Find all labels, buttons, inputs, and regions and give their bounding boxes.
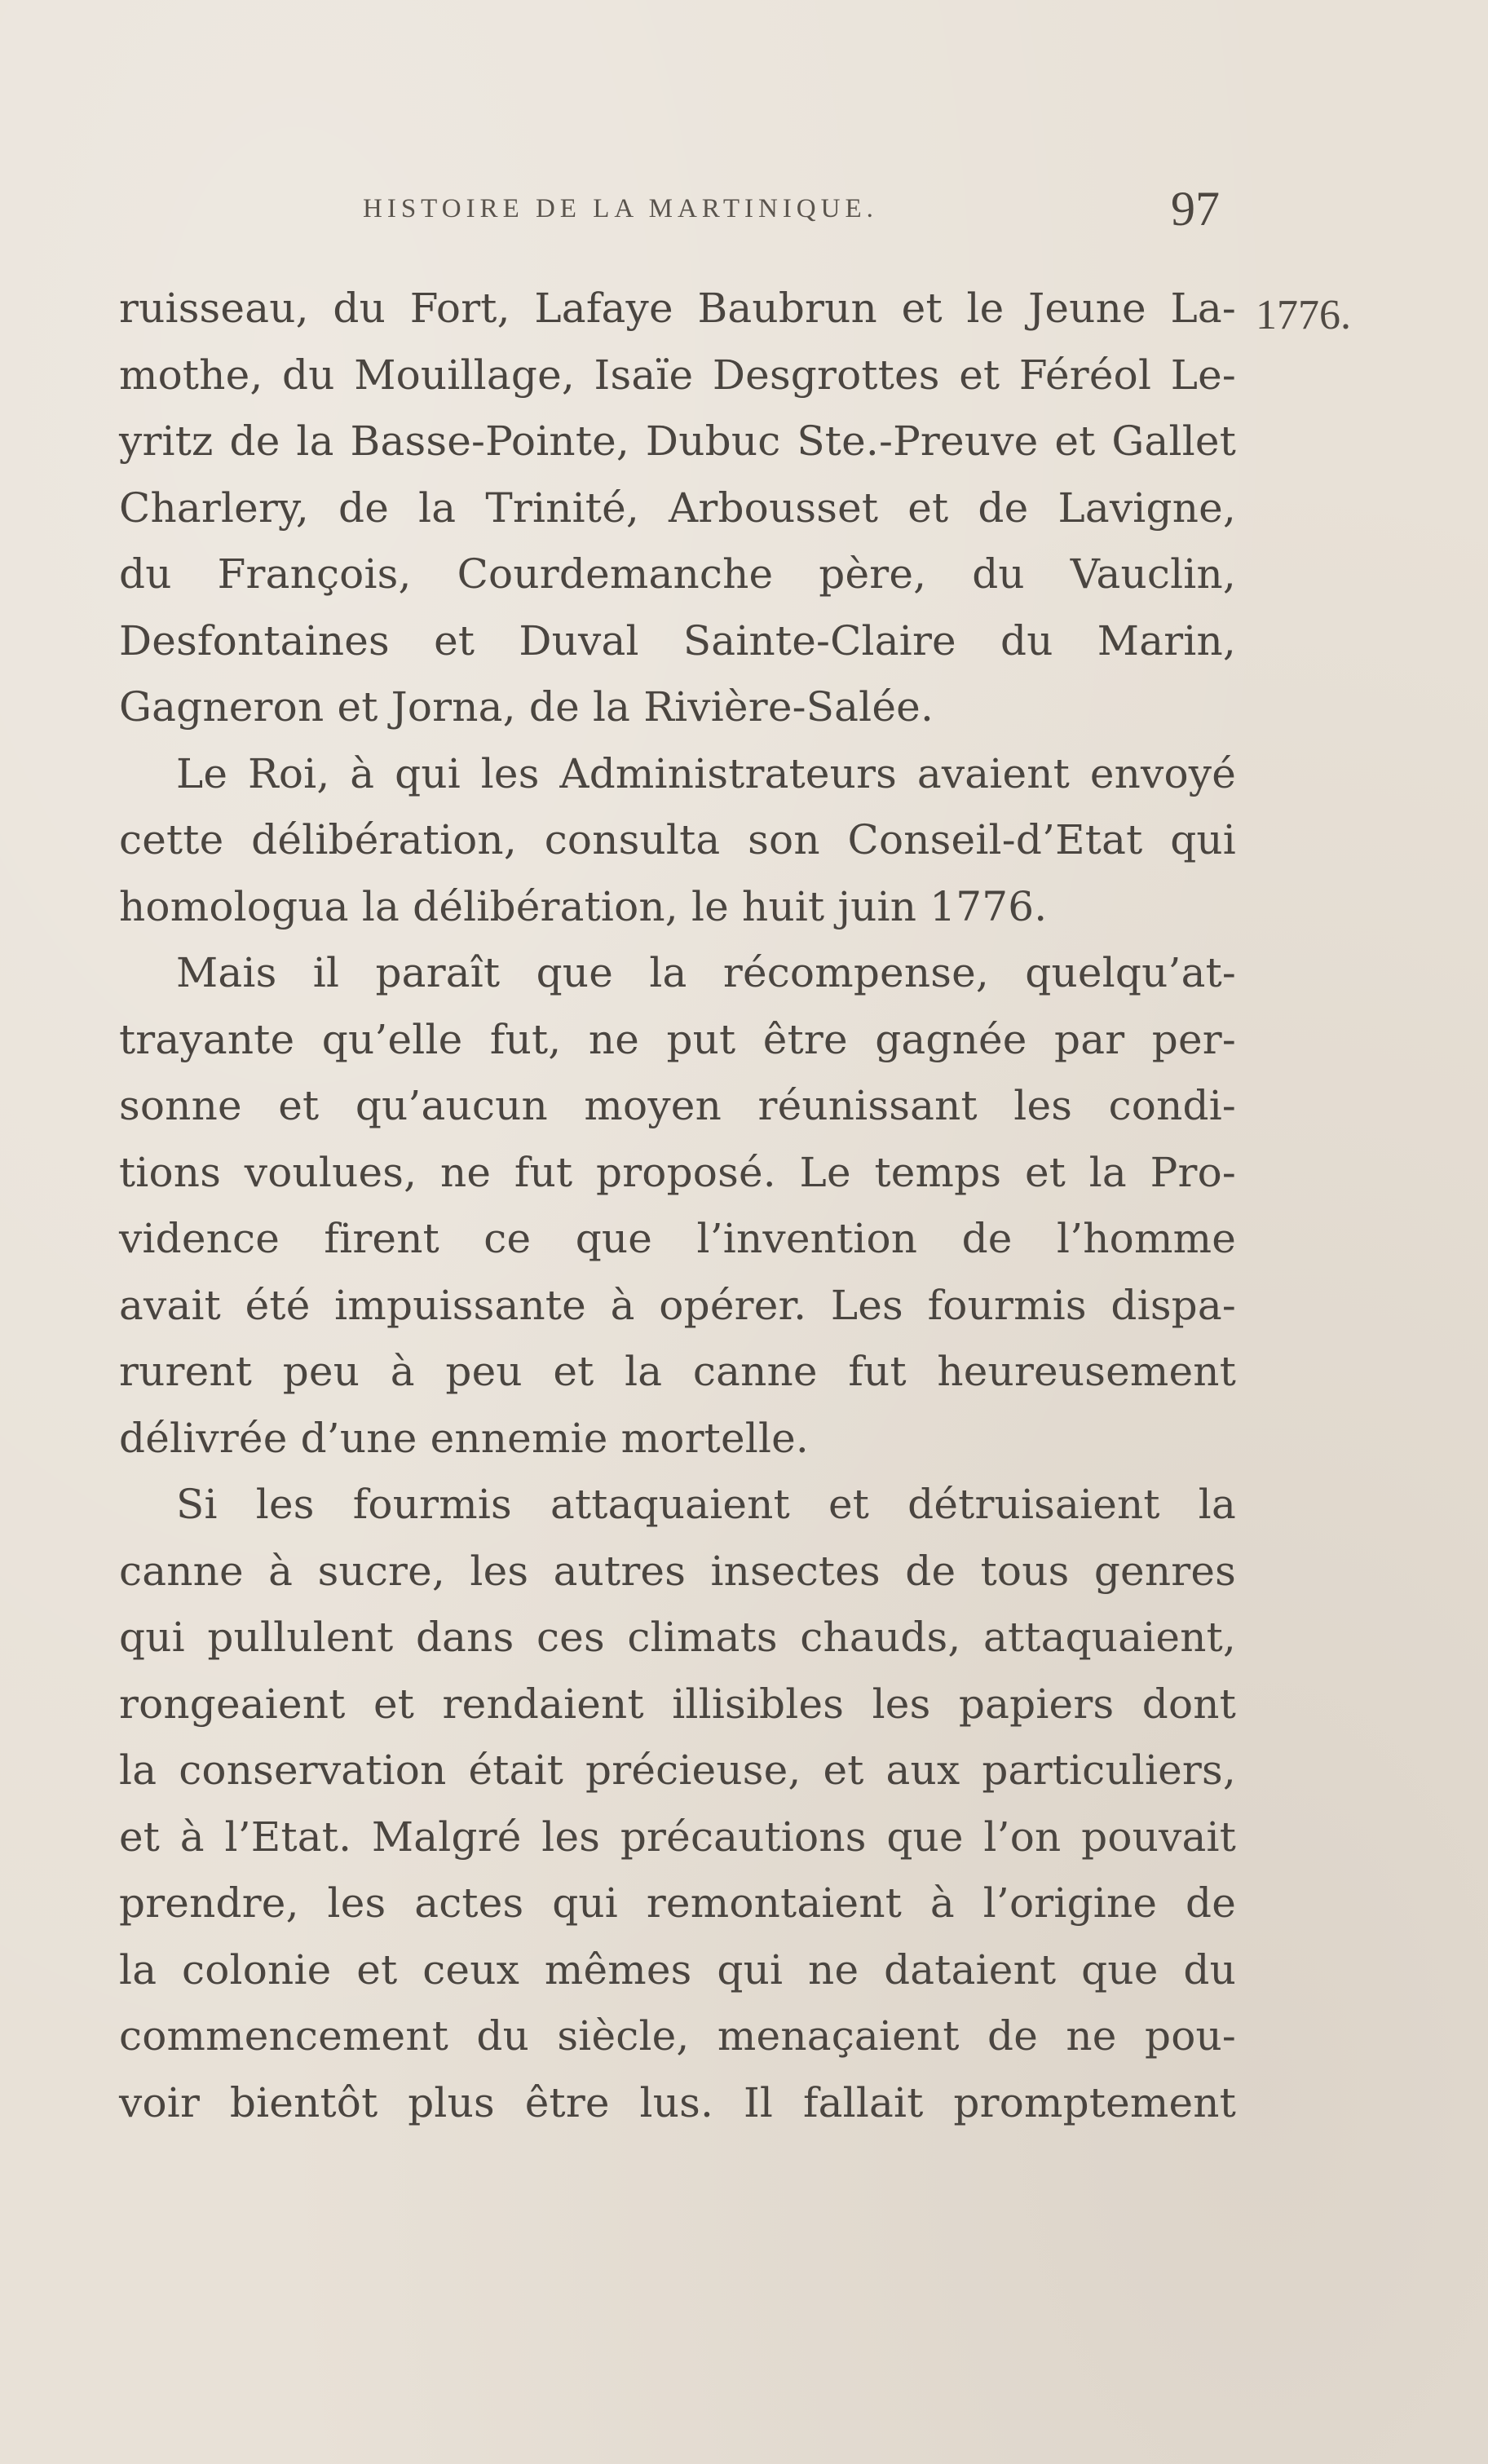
- text-line: voir bientôt plus être lus. Il fallait promptement: [119, 2078, 1236, 2126]
- text-line: Charlery, de la Trinité, Arbousset et de Lavigne,: [119, 484, 1236, 532]
- text-line: du François, Courdemanche père, du Vauclin,: [119, 550, 1236, 598]
- text-line: sonne et qu’aucun moyen réunissant les condi-: [119, 1082, 1236, 1129]
- page-number: 97: [1171, 182, 1220, 236]
- text-line: trayante qu’elle fut, ne put être gagnée par per-: [119, 1015, 1236, 1063]
- text-line: ruisseau, du Fort, Lafaye Baubrun et le Jeune La-: [119, 285, 1236, 332]
- text-line: avait été impuissante à opérer. Les fourmis dispa-: [119, 1281, 1236, 1329]
- margin-year-note: 1776.: [1256, 292, 1351, 338]
- text-line: mothe, du Mouillage, Isaïe Desgrottes et Féréol Le-: [119, 351, 1236, 399]
- text-line: la colonie et ceux mêmes qui ne dataient que du: [119, 1945, 1236, 1994]
- text-line: délivrée d’une ennemie mortelle.: [119, 1414, 810, 1462]
- text-line: rongeaient et rendaient illisibles les papiers dont: [119, 1680, 1236, 1728]
- text-line: Le Roi, à qui les Administrateurs avaient envoyé: [176, 749, 1236, 797]
- text-line: yritz de la Basse-Pointe, Dubuc Ste.-Preuve et Gallet: [119, 417, 1236, 465]
- text-line: tions voulues, ne fut proposé. Le temps et la Pro-: [119, 1148, 1236, 1196]
- running-head: HISTOIRE DE LA MARTINIQUE.: [363, 194, 878, 223]
- text-line: vidence firent ce que l’invention de l’homme: [119, 1215, 1236, 1262]
- text-line: rurent peu à peu et la canne fut heureusement: [119, 1348, 1236, 1395]
- text-line: Desfontaines et Duval Sainte-Claire du Marin,: [119, 616, 1236, 665]
- text-line: Gagneron et Jorna, de la Rivière-Salée.: [119, 683, 934, 731]
- text-line: la conservation était précieuse, et aux particuliers,: [119, 1746, 1236, 1794]
- text-line: Si les fourmis attaquaient et détruisaient la: [176, 1481, 1236, 1528]
- text-line: commencement du siècle, menaçaient de ne pou-: [119, 2012, 1236, 2060]
- text-line: cette délibération, consulta son Conseil-d’Etat qui: [119, 816, 1236, 863]
- text-line: prendre, les actes qui remontaient à l’origine de: [119, 1879, 1236, 1927]
- text-line: homologua la délibération, le huit juin 1776.: [119, 882, 1048, 930]
- text-line: Mais il paraît que la récompense, quelqu’at-: [176, 949, 1236, 996]
- body-text: [119, 276, 1236, 2136]
- text-line: qui pullulent dans ces climats chauds, attaquaient,: [119, 1614, 1236, 1661]
- text-line: canne à sucre, les autres insectes de tous genres: [119, 1547, 1236, 1595]
- text-line: et à l’Etat. Malgré les précautions que l’on pouvait: [119, 1813, 1236, 1861]
